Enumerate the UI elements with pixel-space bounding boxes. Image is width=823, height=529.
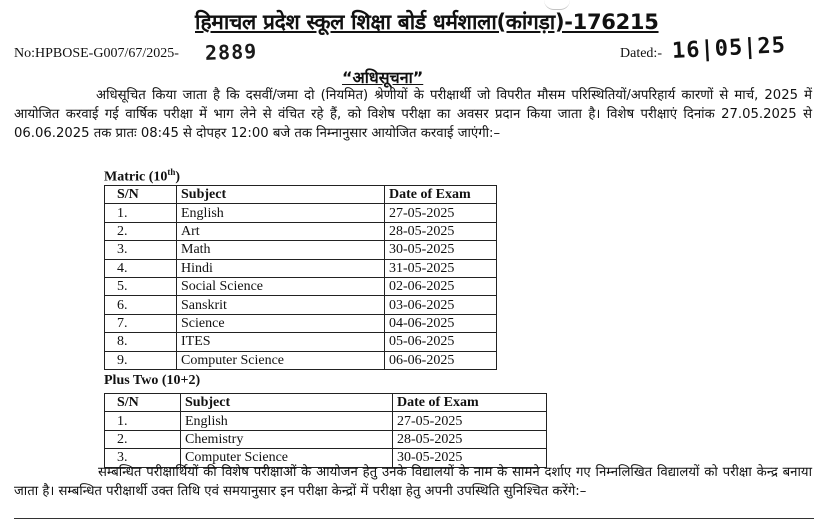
cell-date: 31-05-2025 xyxy=(385,259,497,277)
matric-exam-table xyxy=(104,185,497,370)
cell-subject: Art xyxy=(177,222,385,240)
cell-sn: 1. xyxy=(105,412,181,430)
intro-paragraph: अधिसूचित किया जाता है कि दसवीं/जमा दो (नियमित) श्रेणीयों के परीक्षार्थी जो विपरीत मौसम परिस्थितियों/अपरिहार्य कारणों से मार्च, 2025 में आयोजित करवाई गई वार्षिक परीक्षा में भाग लेने से वंचित रहे हैं, को विशेष परीक्षा का अवसर प्रदान किया जाता है। विशेष परीक्षाएं दिनांक 27.05.2025 से 06.06.2025 तक प्रातः 08:45 से दोपहर 12:00 बजे तक निम्नानुसार आयोजित करवाई जाएंगी:– xyxy=(14,88,812,141)
cell-date: 03-06-2025 xyxy=(385,296,497,314)
matric-section-label xyxy=(104,167,180,186)
plus-two-exam-table xyxy=(104,393,547,468)
cell-date: 27-05-2025 xyxy=(393,412,547,430)
cell-date: 30-05-2025 xyxy=(385,241,497,259)
matric-label-close: ) xyxy=(175,169,181,185)
cell-sn: 8. xyxy=(105,333,177,351)
plus-two-section-label: Plus Two (10+2) xyxy=(104,373,201,388)
cell-sn: 4. xyxy=(105,259,177,277)
cell-subject: Computer Science xyxy=(177,351,385,369)
cell-sn: 2. xyxy=(105,222,177,240)
cell-date: 04-06-2025 xyxy=(385,314,497,332)
dated-label: Dated:- xyxy=(620,46,662,61)
cell-sn: 7. xyxy=(105,314,177,332)
header-date: Date of Exam xyxy=(385,186,497,204)
exam-centre-paragraph: सम्बन्धित परीक्षार्थियों की विशेष परीक्षाओं के आयोजन हेतु उनके विद्यालयों के नाम के सामने दर्शाए गए निम्नलिखित विद्यालयों को परीक्षा केन्द्र बनाया जाता है। सम्बन्धित परीक्षार्थी उक्त तिथि एवं समयानुसार इन परीक्षा केन्द्रों में परीक्षा हेतु अपनी उपस्थिति सुनिश्चित करेंगे:– xyxy=(14,465,812,499)
cell-date: 27-05-2025 xyxy=(385,204,497,222)
cell-date: 30-05-2025 xyxy=(393,449,547,467)
cell-subject: Social Science xyxy=(177,277,385,295)
cell-subject: Sanskrit xyxy=(177,296,385,314)
board-title: हिमाचल प्रदेश स्कूल शिक्षा बोर्ड धर्मशाला(कांगड़ा)-176215 xyxy=(195,10,659,34)
table-row xyxy=(105,351,497,369)
table-header-row xyxy=(105,186,497,204)
table-row xyxy=(105,204,497,222)
header-subject: Subject xyxy=(177,186,385,204)
cell-sn: 9. xyxy=(105,351,177,369)
cell-date: 28-05-2025 xyxy=(393,430,547,448)
cell-subject: Chemistry xyxy=(181,430,393,448)
table-header-row xyxy=(105,394,547,412)
table-row xyxy=(105,259,497,277)
cell-sn: 2. xyxy=(105,430,181,448)
table-row xyxy=(105,333,497,351)
reference-number-label: No:HPBOSE-G007/67/2025- xyxy=(14,46,179,61)
header-date: Date of Exam xyxy=(393,394,547,412)
cell-date: 05-06-2025 xyxy=(385,333,497,351)
table-row xyxy=(105,314,497,332)
matric-label-sup: th xyxy=(167,167,176,177)
table-row xyxy=(105,430,547,448)
header-sn: S/N xyxy=(105,394,181,412)
cell-date: 28-05-2025 xyxy=(385,222,497,240)
table-row xyxy=(105,277,497,295)
notification-heading: “अधिसूचना” xyxy=(342,68,424,87)
table-row xyxy=(105,296,497,314)
cell-sn: 5. xyxy=(105,277,177,295)
header-subject: Subject xyxy=(181,394,393,412)
cell-subject: Science xyxy=(177,314,385,332)
cell-subject: Hindi xyxy=(177,259,385,277)
cell-subject: Computer Science xyxy=(181,449,393,467)
table-row xyxy=(105,412,547,430)
cell-subject: English xyxy=(177,204,385,222)
cell-subject: English xyxy=(181,412,393,430)
next-table-border-edge xyxy=(14,518,814,529)
cell-date: 02-06-2025 xyxy=(385,277,497,295)
cell-sn: 3. xyxy=(105,449,181,467)
reference-number-handwritten: 2889 xyxy=(204,39,258,65)
cell-sn: 3. xyxy=(105,241,177,259)
header-sn: S/N xyxy=(105,186,177,204)
cell-subject: Math xyxy=(177,241,385,259)
date-handwritten: 16|05|25 xyxy=(671,33,787,64)
cell-sn: 1. xyxy=(105,204,177,222)
cell-date: 06-06-2025 xyxy=(385,351,497,369)
matric-label-text: Matric (10 xyxy=(104,169,168,185)
table-row xyxy=(105,222,497,240)
cell-subject: ITES xyxy=(177,333,385,351)
table-row xyxy=(105,241,497,259)
cell-sn: 6. xyxy=(105,296,177,314)
